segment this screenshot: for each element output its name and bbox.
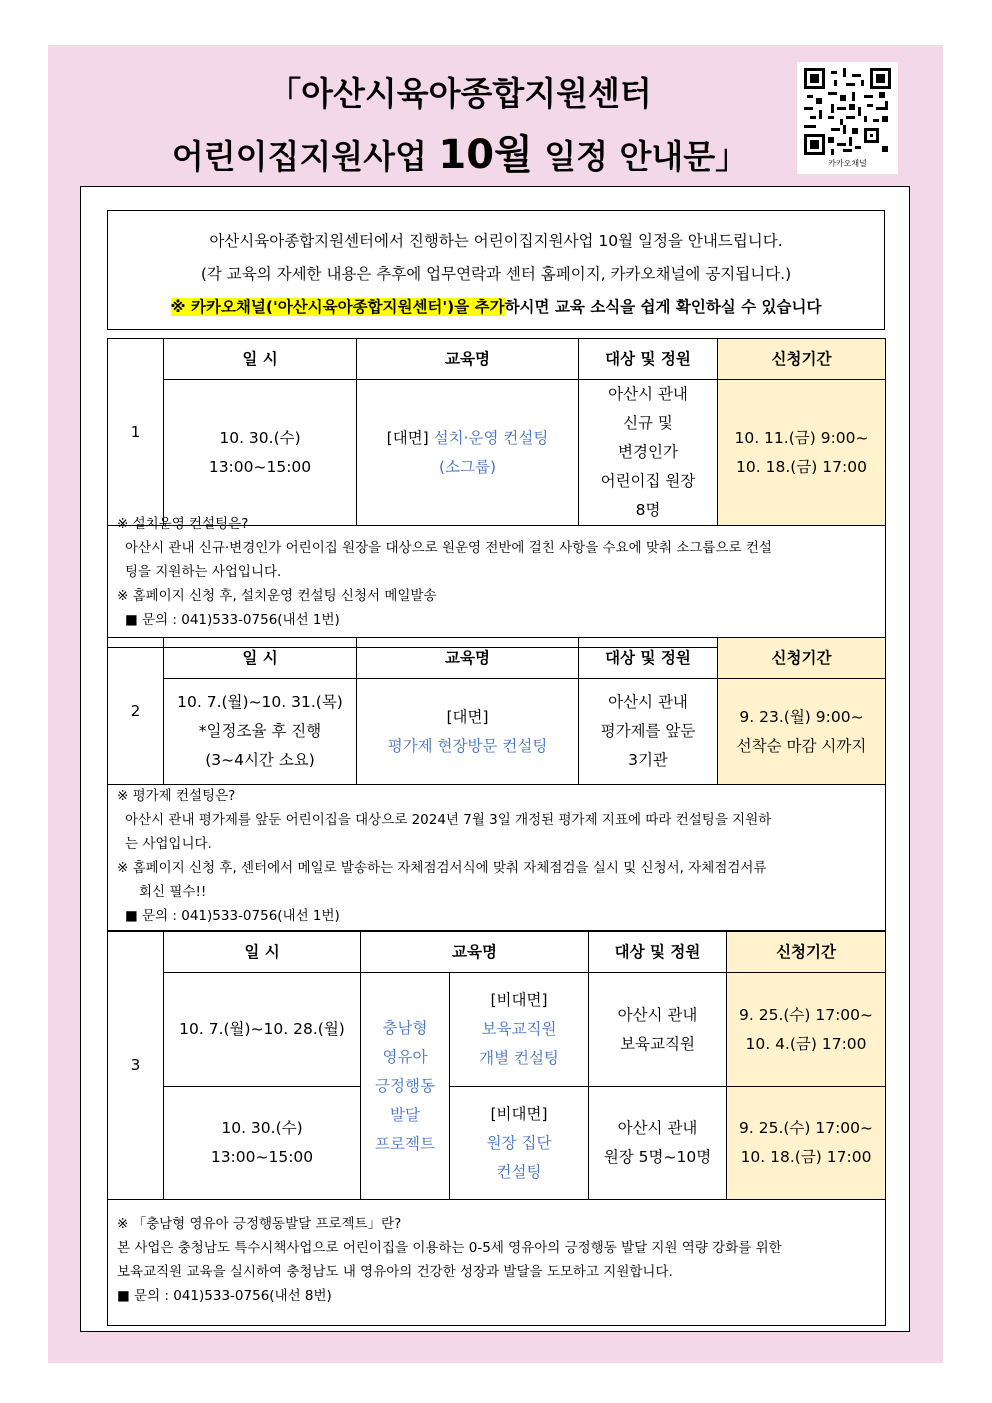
- section1-notes: ※ 설치운영 컨설팅은? 아산시 관내 신규·변경인가 어린이집 원장을 대상으로 원운영 전반에 걸친 사항을 수요에 맞춰 소그룹으로 컨설 팅을 지원하는 사업입니다. ※ 홈페이지 신청 후, 설치운영 컨설팅 신청서 메일발송 ■ 문의 : 041)533-0756(내선 1번): [117, 516, 772, 628]
- section3-row2-course: [비대면] 원장 집단 컨설팅: [450, 1087, 589, 1200]
- section1-date: 10. 30.(수) 13:00~15:00: [164, 380, 357, 526]
- section2-target: 아산시 관내 평가제를 앞둔 3기관: [579, 679, 718, 785]
- section2-notes: ※ 평가제 컨설팅은? 아산시 관내 평가제를 앞둔 어린이집을 대상으로 2024년 7월 3일 개정된 평가제 지표에 따라 컨설팅을 지원하 는 사업입니다. ※ 홈페이지 신청 후, 센터에서 메일로 발송하는 자체점검서식에 맞춰 자체점검을 실시 및 신청서, 자체점검서류 회신 필수!! ■ 문의 : 041)533-0756(내선 1번): [117, 788, 772, 924]
- header-course: 교육명: [361, 932, 589, 973]
- section1-number: 1: [108, 339, 164, 526]
- header-target: 대상 및 정원: [589, 932, 727, 973]
- section3-row2-target: 아산시 관내 원장 5명~10명: [589, 1087, 727, 1200]
- header-target: 대상 및 정원: [579, 339, 718, 380]
- section3-row1-date: 10. 7.(월)~10. 28.(월): [164, 973, 361, 1087]
- intro-line2: (각 교육의 자세한 내용은 추후에 업무연락과 센터 홈페이지, 카카오채널에 공지됩니다.): [200, 265, 792, 283]
- page-title-line2: 어린이집지원사업 10월 일정 안내문」: [171, 132, 749, 178]
- qr-code-icon: [804, 68, 891, 155]
- section3-notes: ※ 「충남형 영유아 긍정행동발달 프로젝트」란? 본 사업은 충청남도 특수시책사업으로 어린이집을 이용하는 0-5세 영유아의 긍정행동 발달 지원 역량 강화를 위한 보육교직원 교육을 실시하여 충청남도 내 영유아의 건강한 성장과 발달을 도모하고 지원합니다. ■ 문의 : 041)533-0756(내선 8번): [117, 1216, 782, 1304]
- header-date: 일 시: [164, 638, 357, 679]
- header-period: 신청기간: [718, 339, 886, 380]
- section1-course: [대면] 설치·운영 컨설팅 (소그룹): [357, 380, 579, 526]
- header-period: 신청기간: [727, 932, 886, 973]
- kakao-qr-code[interactable]: [797, 62, 898, 174]
- header-date: 일 시: [164, 932, 361, 973]
- section1-target: 아산시 관내 신규 및 변경인가 어린이집 원장 8명: [579, 380, 718, 526]
- section2-period: 9. 23.(월) 9:00~ 선착순 마감 시까지: [718, 679, 886, 785]
- section1-period: 10. 11.(금) 9:00~ 10. 18.(금) 17:00: [718, 380, 886, 526]
- page-title-line1: 「아산시육아종합지원센터: [268, 74, 652, 113]
- intro-box: [107, 210, 885, 330]
- intro-line1: 아산시육아종합지원센터에서 진행하는 어린이집지원사업 10월 일정을 안내드립니다.: [209, 232, 783, 250]
- header-course: 교육명: [357, 638, 579, 679]
- section2-date: 10. 7.(월)~10. 31.(목) *일정조율 후 진행 (3~4시간 소요): [164, 679, 357, 785]
- kakao-highlight: ※ 카카오채널('아산시육아종합지원센터')을 추가: [170, 298, 505, 316]
- qr-caption: 카카오채널: [828, 159, 867, 168]
- header-date: 일 시: [164, 339, 357, 380]
- header-target: 대상 및 정원: [579, 638, 718, 679]
- section3-row2-period: 9. 25.(수) 17:00~ 10. 18.(금) 17:00: [727, 1087, 886, 1200]
- month-highlight: 10월: [438, 132, 533, 178]
- section2-number: 2: [108, 638, 164, 785]
- section3-number: 3: [108, 932, 164, 1200]
- intro-line3: ※ 카카오채널('아산시육아종합지원센터')을 추가하시면 교육 소식을 쉽게 확인하실 수 있습니다: [170, 298, 822, 316]
- section3-row1-target: 아산시 관내 보육교직원: [589, 973, 727, 1087]
- section2-course: [대면] 평가제 현장방문 컨설팅: [357, 679, 579, 785]
- section3-row1-course: [비대면] 보육교직원 개별 컨설팅: [450, 973, 589, 1087]
- section3-row1-period: 9. 25.(수) 17:00~ 10. 4.(금) 17:00: [727, 973, 886, 1087]
- header-period: 신청기간: [718, 638, 886, 679]
- header-course: 교육명: [357, 339, 579, 380]
- section3-row2-date: 10. 30.(수) 13:00~15:00: [164, 1087, 361, 1200]
- section3-project: 충남형 영유아 긍정행동 발달 프로젝트: [361, 973, 450, 1200]
